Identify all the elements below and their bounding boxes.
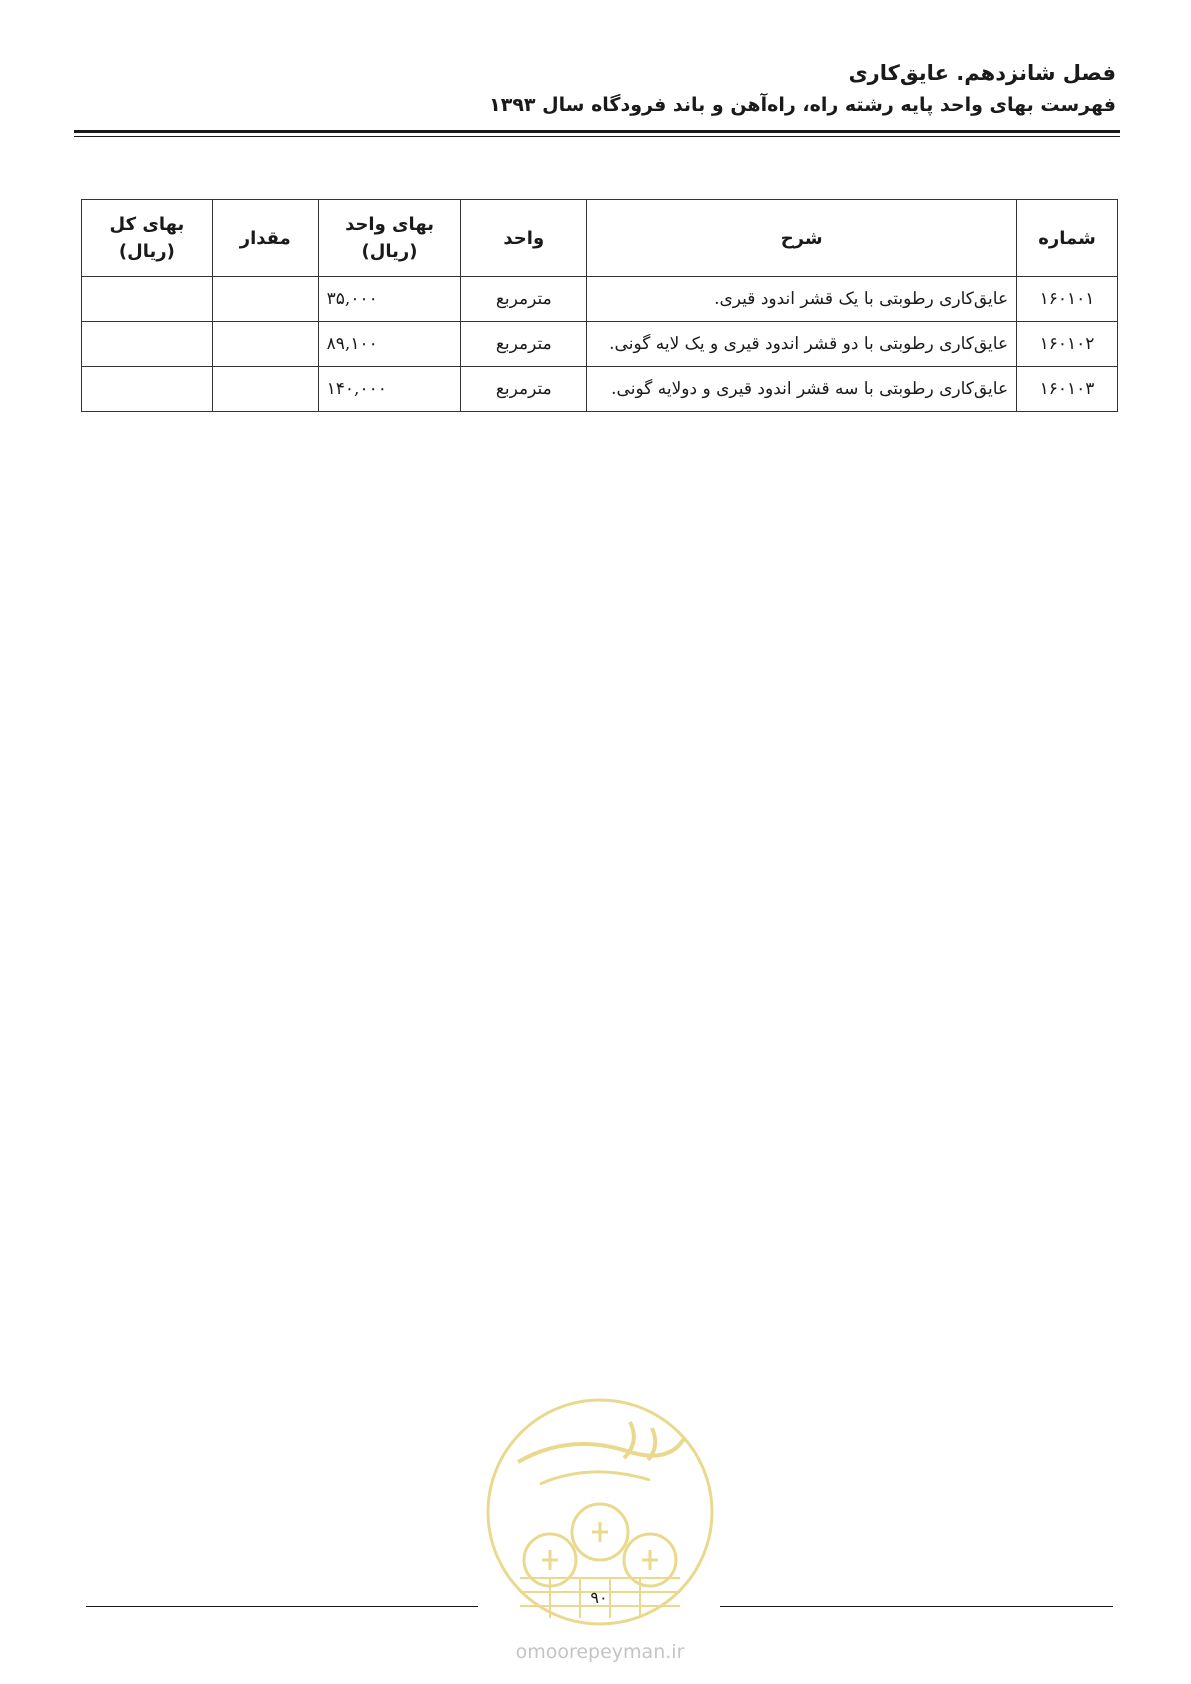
total-price-label: بهای کل [109, 214, 185, 235]
header-rule-thick [74, 130, 1120, 133]
item-unit-price: ۳۵,۰۰۰ [318, 277, 461, 322]
page-header [74, 58, 1116, 120]
item-unit-price: ۱۴۰,۰۰۰ [318, 367, 461, 412]
item-description: عایق‌کاری رطوبتی با یک قشر اندود قیری. [587, 277, 1017, 322]
item-unit: مترمربع [461, 367, 587, 412]
item-description: عایق‌کاری رطوبتی با دو قشر اندود قیری و یک لایه گونی. [587, 322, 1017, 367]
unit-price-label: بهای واحد [345, 214, 434, 235]
price-list-title: فهرست بهای واحد پایه رشته راه، راه‌آهن و باند فرودگاه سال ۱۳۹۳ [489, 94, 1116, 116]
col-header-code: شماره [1017, 200, 1118, 277]
item-unit: مترمربع [461, 277, 587, 322]
col-header-quantity: مقدار [212, 200, 318, 277]
table-row [82, 277, 1118, 322]
item-description: عایق‌کاری رطوبتی با سه قشر اندود قیری و دولایه گونی. [587, 367, 1017, 412]
header-rule-thin [74, 136, 1120, 137]
col-header-total-price [82, 200, 213, 277]
page-number: ۹۰ [590, 1588, 608, 1607]
chapter-title: فصل شانزدهم. عایق‌کاری [848, 61, 1116, 85]
unit-price-currency: (ریال) [361, 241, 418, 262]
table-row [82, 322, 1118, 367]
footer-rule-right [720, 1606, 1113, 1607]
item-code: ۱۶۰۱۰۱ [1017, 277, 1118, 322]
item-code: ۱۶۰۱۰۲ [1017, 322, 1118, 367]
watermark-site: omoorepeyman.ir [515, 1641, 685, 1663]
col-header-unit-price [318, 200, 461, 277]
unit-price-table [81, 199, 1118, 412]
footer-rule-left [86, 1606, 478, 1607]
item-unit-price: ۸۹,۱۰۰ [318, 322, 461, 367]
item-total-price [82, 277, 213, 322]
item-quantity [212, 367, 318, 412]
table-header-row [82, 200, 1118, 277]
item-total-price [82, 367, 213, 412]
item-unit: مترمربع [461, 322, 587, 367]
col-header-unit: واحد [461, 200, 587, 277]
item-quantity [212, 277, 318, 322]
item-total-price [82, 322, 213, 367]
total-price-currency: (ریال) [118, 241, 175, 262]
col-header-description: شرح [587, 200, 1017, 277]
table-row [82, 367, 1118, 412]
item-code: ۱۶۰۱۰۳ [1017, 367, 1118, 412]
item-quantity [212, 322, 318, 367]
